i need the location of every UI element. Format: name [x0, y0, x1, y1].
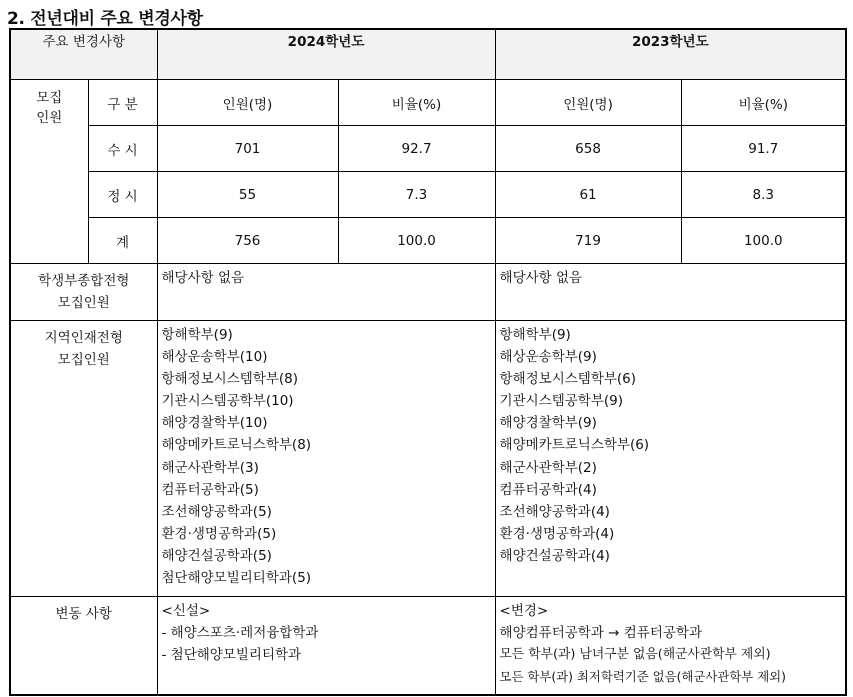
recruit-label	[10, 80, 88, 264]
changes-row	[10, 597, 846, 695]
list-item: <신설>	[161, 603, 211, 619]
table-row	[10, 218, 846, 264]
cell-count-2023: 61	[495, 172, 681, 218]
list-item: 모든 학부(과) 남녀구분 없음(해군사관학부 제외)	[499, 647, 771, 663]
row-category: 정 시	[88, 172, 157, 218]
list-item: 기관시스템공학부(9)	[499, 393, 623, 410]
student-record-label-line2: 모집인원	[57, 295, 110, 311]
cell-ratio-2024: 92.7	[338, 126, 495, 172]
student-record-label	[10, 264, 157, 321]
recruit-subheader-row	[10, 80, 846, 126]
regional-row	[10, 321, 846, 597]
regional-list-2024	[157, 321, 495, 597]
list-item: 첨단해양모빌리티학과(5)	[161, 570, 312, 587]
cell-count-2024: 55	[157, 172, 338, 218]
regional-label-line1: 지역인재전형	[44, 330, 123, 346]
cell-count-2023: 658	[495, 126, 681, 172]
page-title: 2. 전년대비 주요 변경사항	[7, 9, 203, 29]
row-category: 계	[88, 218, 157, 264]
list-item: 항해정보시스템학부(8)	[161, 371, 299, 388]
list-item: 해양경찰학부(9)	[499, 415, 597, 432]
row-category: 수 시	[88, 126, 157, 172]
student-record-label-line1: 학생부종합전형	[38, 273, 130, 289]
list-item: 해상운송학부(9)	[499, 349, 597, 366]
list-item: 해양메카트로닉스학부(6)	[499, 437, 650, 454]
list-item: 해양컴퓨터공학과 → 컴퓨터공학과	[499, 625, 702, 642]
cell-ratio-2023: 100.0	[681, 218, 846, 264]
cell-ratio-2024: 100.0	[338, 218, 495, 264]
list-item: 해양경찰학부(10)	[161, 415, 268, 432]
student-record-2023: 해당사항 없음	[495, 264, 846, 321]
regional-label	[10, 321, 157, 597]
list-item: 기관시스템공학부(10)	[161, 393, 294, 410]
student-record-2024: 해당사항 없음	[157, 264, 495, 321]
header-year-2023: 2023학년도	[495, 29, 846, 80]
changes-label: 변동 사항	[10, 597, 157, 695]
cell-count-2024: 756	[157, 218, 338, 264]
list-item: 해양건설공학과(5)	[161, 547, 272, 564]
list-item: 모든 학부(과) 최저학력기준 없음(해군사관학부 제외)	[499, 669, 786, 685]
table-row	[10, 126, 846, 172]
subheader-count-2024: 인원(명)	[157, 80, 338, 126]
list-item: 컴퓨터공학과(5)	[161, 481, 259, 498]
cell-ratio-2024: 7.3	[338, 172, 495, 218]
list-item: - 첨단해양모빌리티학과	[161, 647, 302, 664]
cell-count-2023: 719	[495, 218, 681, 264]
list-item: 항해학부(9)	[161, 327, 233, 343]
list-item: 조선해양공학과(4)	[499, 503, 610, 520]
list-item: 환경·생명공학과(4)	[499, 525, 615, 542]
subheader-ratio-2023: 비율(%)	[681, 80, 846, 126]
list-item: 해군사관학부(2)	[499, 459, 597, 476]
list-item: - 해양스포츠·레저융합학과	[161, 625, 319, 642]
list-item: 조선해양공학과(5)	[161, 503, 272, 520]
recruit-label-text: 모집 인원	[36, 90, 63, 126]
header-row	[10, 29, 846, 80]
changes-2023	[495, 597, 846, 695]
subheader-category: 구 분	[88, 80, 157, 126]
subheader-count-2023: 인원(명)	[495, 80, 681, 126]
header-label: 주요 변경사항	[10, 29, 157, 80]
cell-ratio-2023: 91.7	[681, 126, 846, 172]
cell-ratio-2023: 8.3	[681, 172, 846, 218]
list-item: 해상운송학부(10)	[161, 349, 268, 366]
list-item: 컴퓨터공학과(4)	[499, 481, 597, 498]
list-item: 항해정보시스템학부(6)	[499, 371, 637, 388]
regional-list-2023	[495, 321, 846, 597]
changes-table	[9, 28, 847, 696]
list-item: 항해학부(9)	[499, 327, 571, 343]
cell-count-2024: 701	[157, 126, 338, 172]
header-year-2024: 2024학년도	[157, 29, 495, 80]
list-item: 해양건설공학과(4)	[499, 547, 610, 564]
list-item: <변경>	[499, 603, 549, 619]
regional-label-line2: 모집인원	[57, 352, 110, 368]
list-item: 환경·생명공학과(5)	[161, 525, 277, 542]
table-row	[10, 172, 846, 218]
student-record-row	[10, 264, 846, 321]
changes-2024	[157, 597, 495, 695]
subheader-ratio-2024: 비율(%)	[338, 80, 495, 126]
list-item: 해군사관학부(3)	[161, 459, 259, 476]
list-item: 해양메카트로닉스학부(8)	[161, 437, 312, 454]
